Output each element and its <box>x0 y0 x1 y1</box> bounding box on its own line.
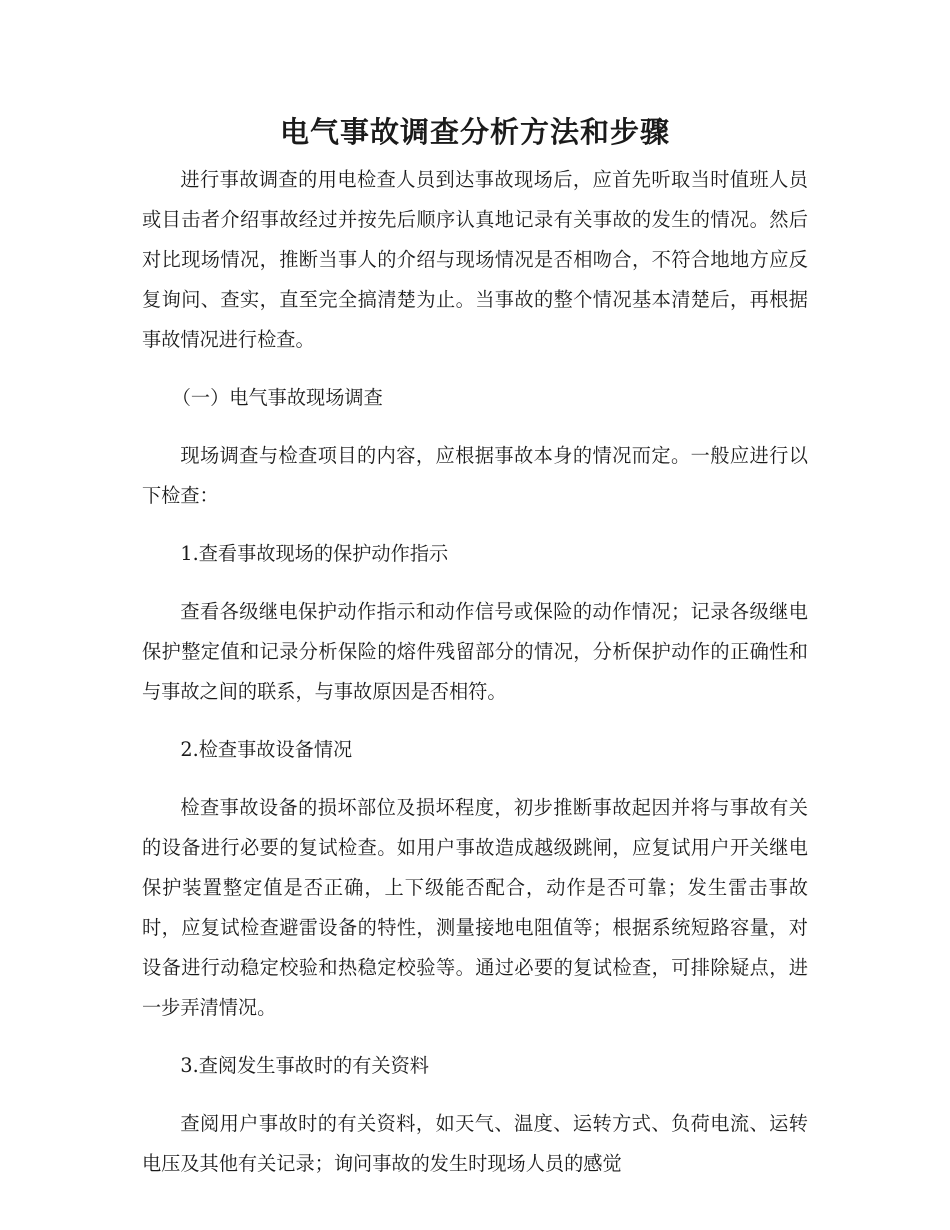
section-heading-site-investigation: （一）电气事故现场调查 <box>171 386 383 409</box>
records-review-paragraph: 查阅用户事故时的有关资料，如天气、温度、运转方式、负荷电流、运转电压及其他有关记录；询问事故的发生时现场人员的感觉 <box>142 1112 808 1175</box>
equipment-check-paragraph: 检查事故设备的损坏部位及损坏程度，初步推断事故起因并将与事故有关的设备进行必要的复试检查。如用户事故造成越级跳闸，应复试用户开关继电保护装置整定值是否正确，上下级能否配合，动作是否可靠；发生雷击事故时，应复试检查避雷设备的特性，测量接地电阻值等；根据系统短路容量，对设备进行动稳定校验和热稳定校验等。通过必要的复试检查，可排除疑点，进一步弄清情况。 <box>142 796 808 1019</box>
subheading-records-review: 3.查阅发生事故时的有关资料 <box>180 1054 429 1077</box>
document-body <box>142 160 808 1184</box>
intro-paragraph: 进行事故调查的用电检查人员到达事故现场后，应首先听取当时值班人员或目击者介绍事故经过并按先后顺序认真地记录有关事故的发生的情况。然后对比现场情况，推断当事人的介绍与现场情况是否相吻合，不符合地地方应反复询问、查实，直至完全搞清楚为止。当事故的整个情况基本清楚后，再根据事故情况进行检查。 <box>142 168 808 351</box>
site-investigation-paragraph: 现场调查与检查项目的内容，应根据事故本身的情况而定。一般应进行以下检查： <box>142 444 808 507</box>
subheading-equipment-check: 2.检查事故设备情况 <box>180 738 353 761</box>
document-title: 电气事故调查分析方法和步骤 <box>279 115 670 149</box>
protection-indication-paragraph: 查看各级继电保护动作指示和动作信号或保险的动作情况；记录各级继电保护整定值和记录分析保险的熔件残留部分的情况，分析保护动作的正确性和与事故之间的联系，与事故原因是否相符。 <box>142 600 808 703</box>
subheading-protection-indication: 1.查看事故现场的保护动作指示 <box>180 542 449 565</box>
